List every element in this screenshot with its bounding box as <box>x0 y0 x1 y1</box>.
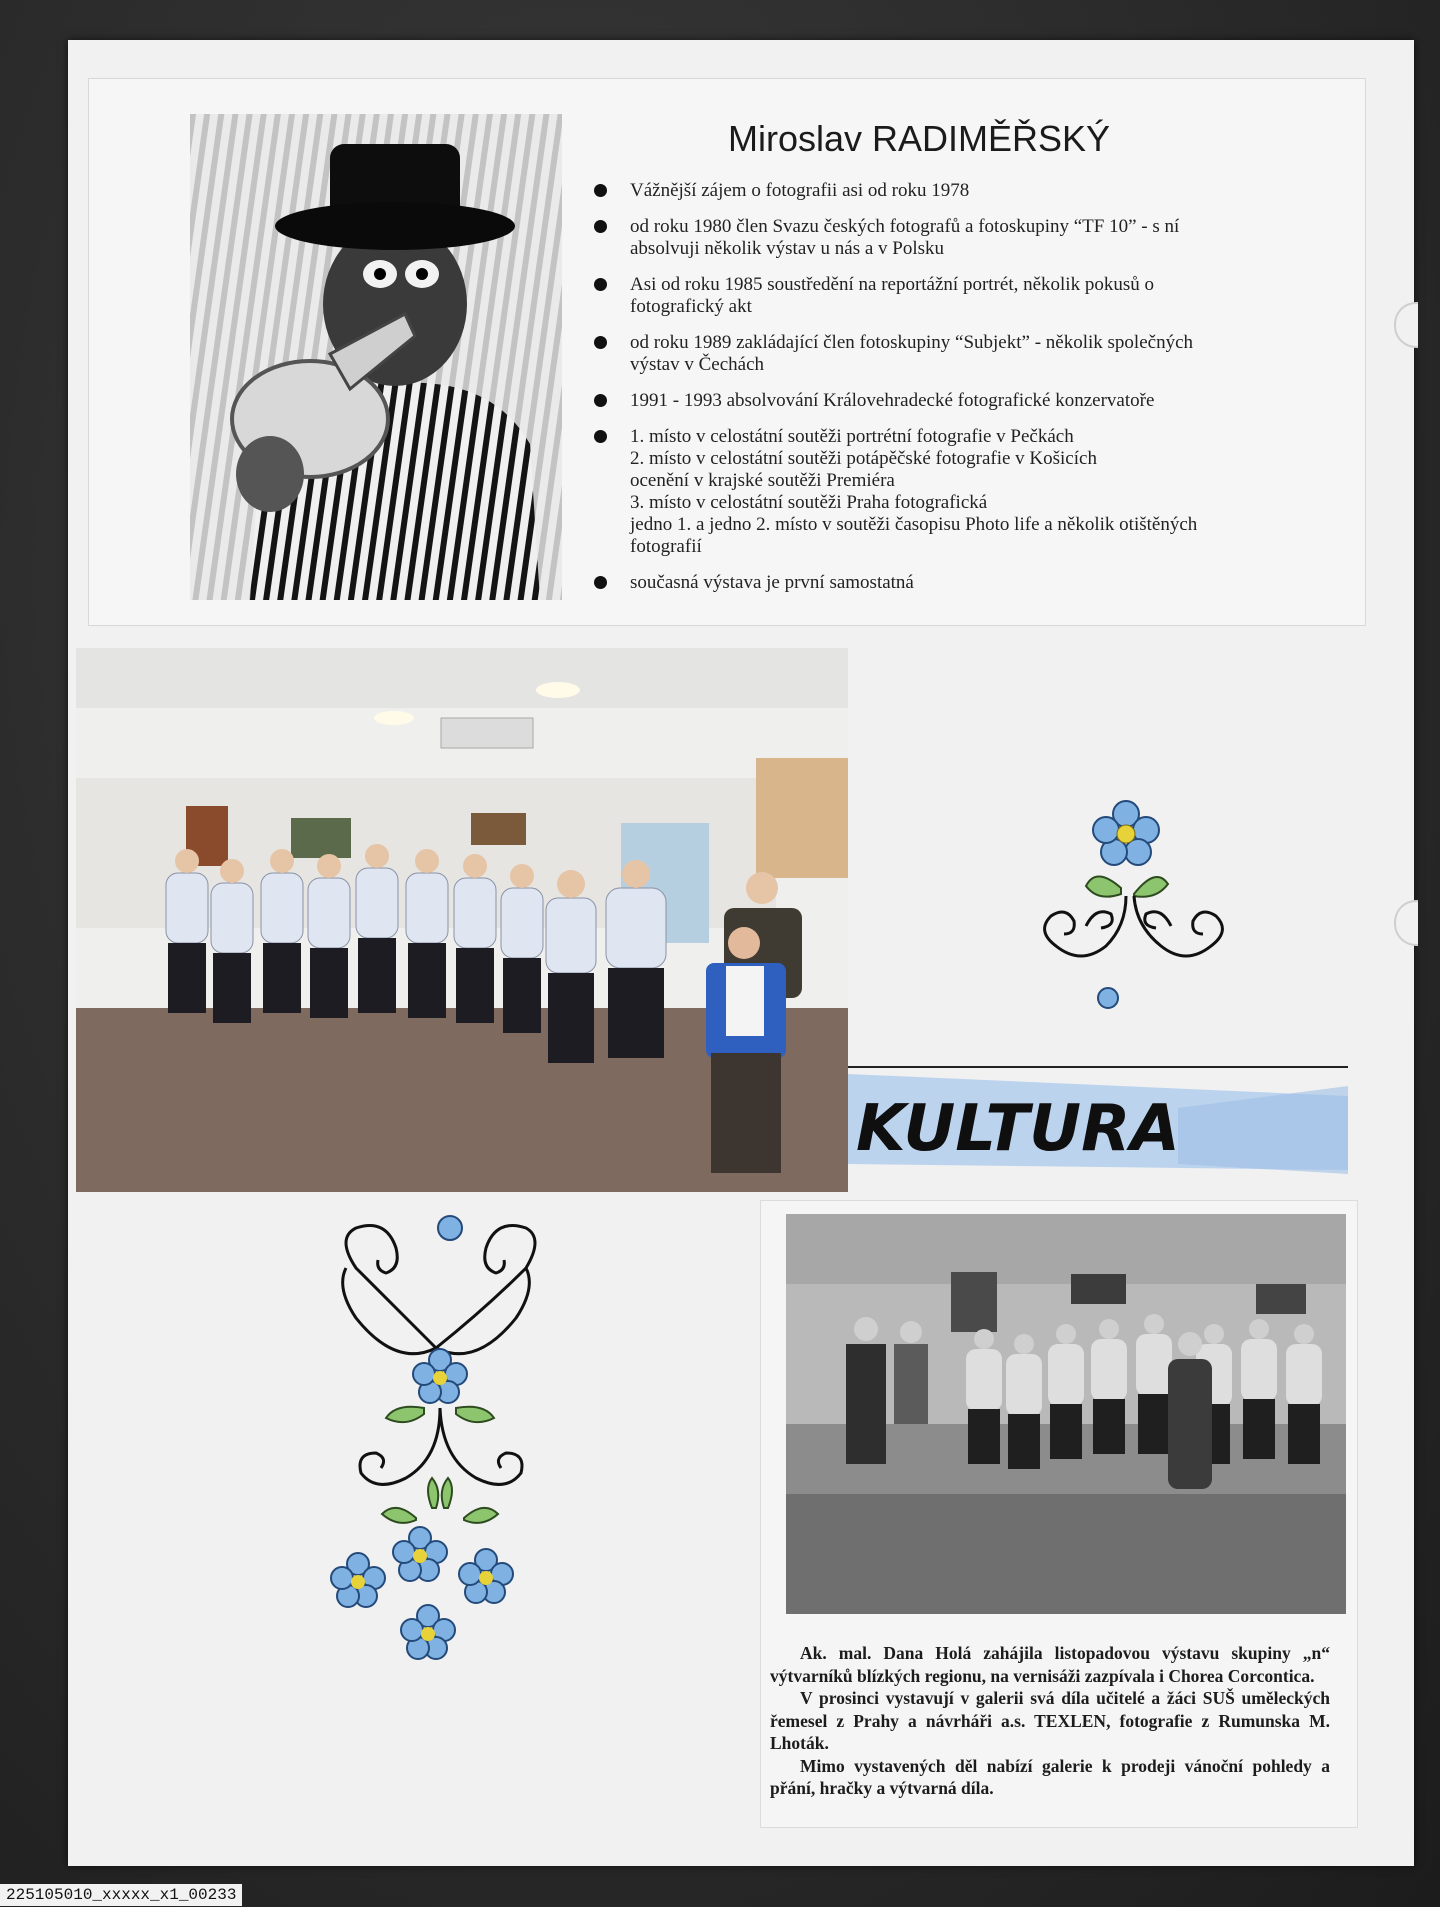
forget-me-not-icon <box>401 1605 455 1659</box>
biography-item-text: od roku 1980 člen Svazu českých fotografů a fotoskupiny “TF 10” - s ní absolvuji několik výstav u nás a v Polsku <box>630 216 1180 259</box>
flower-ornament-top <box>986 796 1246 1016</box>
leaf-icon <box>456 1407 494 1422</box>
bullet-icon <box>594 430 607 443</box>
leaf-icon <box>1134 877 1168 897</box>
kultura-banner-graphic <box>848 1046 1348 1176</box>
biography-item <box>590 274 1310 318</box>
bullet-icon <box>594 394 607 407</box>
article-paragraph: V prosinci vystavují v galerii svá díla učitelé a žáci SUŠ uměleckých řemesel z Prahy a návrháři a.s. TEXLEN, fotografie z Rumunska M. Lhoták. <box>770 1688 1330 1753</box>
kultura-banner <box>848 1046 1402 1206</box>
bullet-icon <box>594 220 607 233</box>
portrait-photo <box>190 114 562 600</box>
choir-bw-photo-image <box>786 1214 1346 1614</box>
biography-item <box>590 216 1310 260</box>
page-notch-top <box>1394 302 1418 348</box>
biography-item-text: 1991 - 1993 absolvování Královehradecké fotografické konzervatoře <box>630 390 1155 411</box>
forget-me-not-icon <box>393 1527 447 1581</box>
portrait-photo-image <box>190 114 562 600</box>
forget-me-not-icon <box>459 1549 513 1603</box>
bullet-icon <box>594 336 607 349</box>
biography-item <box>590 572 1310 594</box>
kultura-label: KULTURA <box>856 1092 1180 1166</box>
biography-item <box>590 180 1310 202</box>
article-paragraph: Ak. mal. Dana Holá zahájila listopadovou výstavu skupiny „n“ výtvarníků blízkých regionu, na vernisáži zazpívala i Chorea Corcontica. <box>770 1643 1330 1686</box>
forget-me-not-icon <box>331 1553 385 1607</box>
article-text <box>770 1642 1330 1800</box>
biography-item-text: od roku 1989 zakládající člen fotoskupiny “Subjekt” - několik společných výstav v Čechách <box>630 332 1193 375</box>
biography-list <box>590 180 1310 608</box>
page-notch-bottom <box>1394 900 1418 946</box>
forget-me-not-icon <box>1093 801 1159 865</box>
biography-item-text: současná výstava je první samostatná <box>630 572 914 593</box>
archive-id: 225105010_xxxxx_x1_00233 <box>0 1884 242 1906</box>
choir-color-photo <box>76 648 848 1192</box>
leaf-icon <box>1086 876 1121 896</box>
bullet-icon <box>594 184 607 197</box>
biography-item <box>590 332 1310 376</box>
profile-name: Miroslav RADIMĚŘSKÝ <box>728 118 1111 159</box>
biography-item <box>590 390 1310 412</box>
bud-icon <box>438 1216 462 1240</box>
leaf-icon <box>386 1407 424 1422</box>
article-paragraph: Mimo vystavených děl nabízí galerie k prodeji vánoční pohledy a přání, hračky a výtvarná díla. <box>770 1755 1330 1798</box>
choir-bw-photo <box>786 1214 1346 1614</box>
biography-item <box>590 426 1310 558</box>
bullet-icon <box>594 576 607 589</box>
biography-item-text: 1. místo v celostátní soutěži portrétní fotografie v Pečkách 2. místo v celostátní soutěži potápěčské fotografie v Košicích ocenění v krajské soutěži Premiéra 3. místo v celostátní soutěži Praha fotografická jedno 1. a jedno 2. místo v soutěži časopisu Photo life a několik otištěných fotografií <box>630 426 1198 557</box>
bullet-icon <box>594 278 607 291</box>
heart-ornament <box>316 1208 556 1678</box>
forget-me-not-icon <box>413 1349 467 1403</box>
biography-item-text: Vážnější zájem o fotografii asi od roku 1978 <box>630 180 970 201</box>
biography-item-text: Asi od roku 1985 soustředění na reportážní portrét, několik pokusů o fotografický akt <box>630 274 1154 317</box>
bud-icon <box>1098 988 1118 1008</box>
choir-color-photo-image <box>76 648 848 1192</box>
